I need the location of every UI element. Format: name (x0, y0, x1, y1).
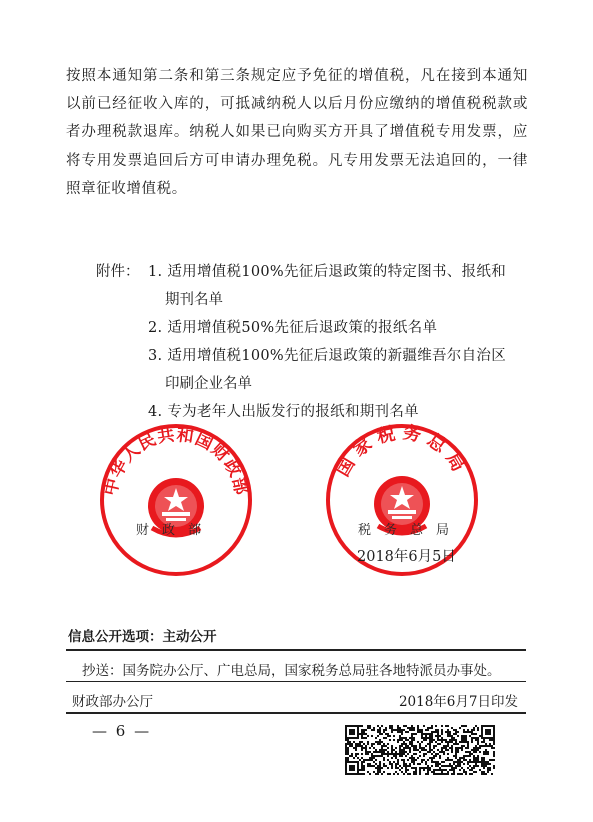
divider-bottom (66, 712, 526, 714)
attachment-item-1-cont: 期刊名单 (165, 292, 223, 308)
svg-text:国家税务总局 (332, 421, 472, 480)
sign-date: 2018年6月5日 (357, 549, 456, 565)
cc-list: 抄送：国务院办公厅、广电总局，国家税务总局驻各地特派员办事处。 (82, 663, 501, 679)
attachments-label: 附件： (96, 264, 140, 280)
ministry-of-finance-seal (96, 420, 256, 580)
issued-date: 2018年6月7日印发 (398, 694, 518, 710)
page-number: — 6 — (92, 722, 152, 740)
disclosure-option: 信息公开选项：主动公开 (68, 629, 217, 645)
qr-barcode-icon (345, 725, 495, 775)
divider-middle (66, 681, 526, 682)
attachment-item-3-cont: 印刷企业名单 (165, 376, 252, 392)
body-paragraph: 按照本通知第二条和第三条规定应予免征的增值税，凡在接到本通知以前已经征收入库的，可抵减纳税人以后月份应缴纳的增值税税款或者办理税款退库。纳税人如果已向购买方开具了增值税专用发票，应将专用发票追回后方可申请办理免税。凡专用发票无法追回的，一律照章征收增值税。 (66, 68, 528, 197)
divider-top (66, 649, 526, 651)
signatory-right: 税 务 总 局 (358, 523, 450, 538)
issuing-office: 财政部办公厅 (72, 694, 153, 710)
right-seal-text: 国家税务总局 (332, 422, 472, 481)
attachment-item-1: 1. 适用增值税100%先征后退政策的特定图书、报纸和 (148, 264, 506, 280)
left-seal-text: 中华人民共和国财政部 (100, 425, 252, 498)
attachment-item-4: 4. 专为老年人出版发行的报纸和期刊名单 (148, 404, 419, 420)
attachment-item-3: 3. 适用增值税100%先征后退政策的新疆维吾尔自治区 (148, 348, 506, 364)
attachment-item-2: 2. 适用增值税50%先征后退政策的报纸名单 (148, 320, 438, 336)
signatory-left: 财 政 部 (136, 523, 202, 538)
